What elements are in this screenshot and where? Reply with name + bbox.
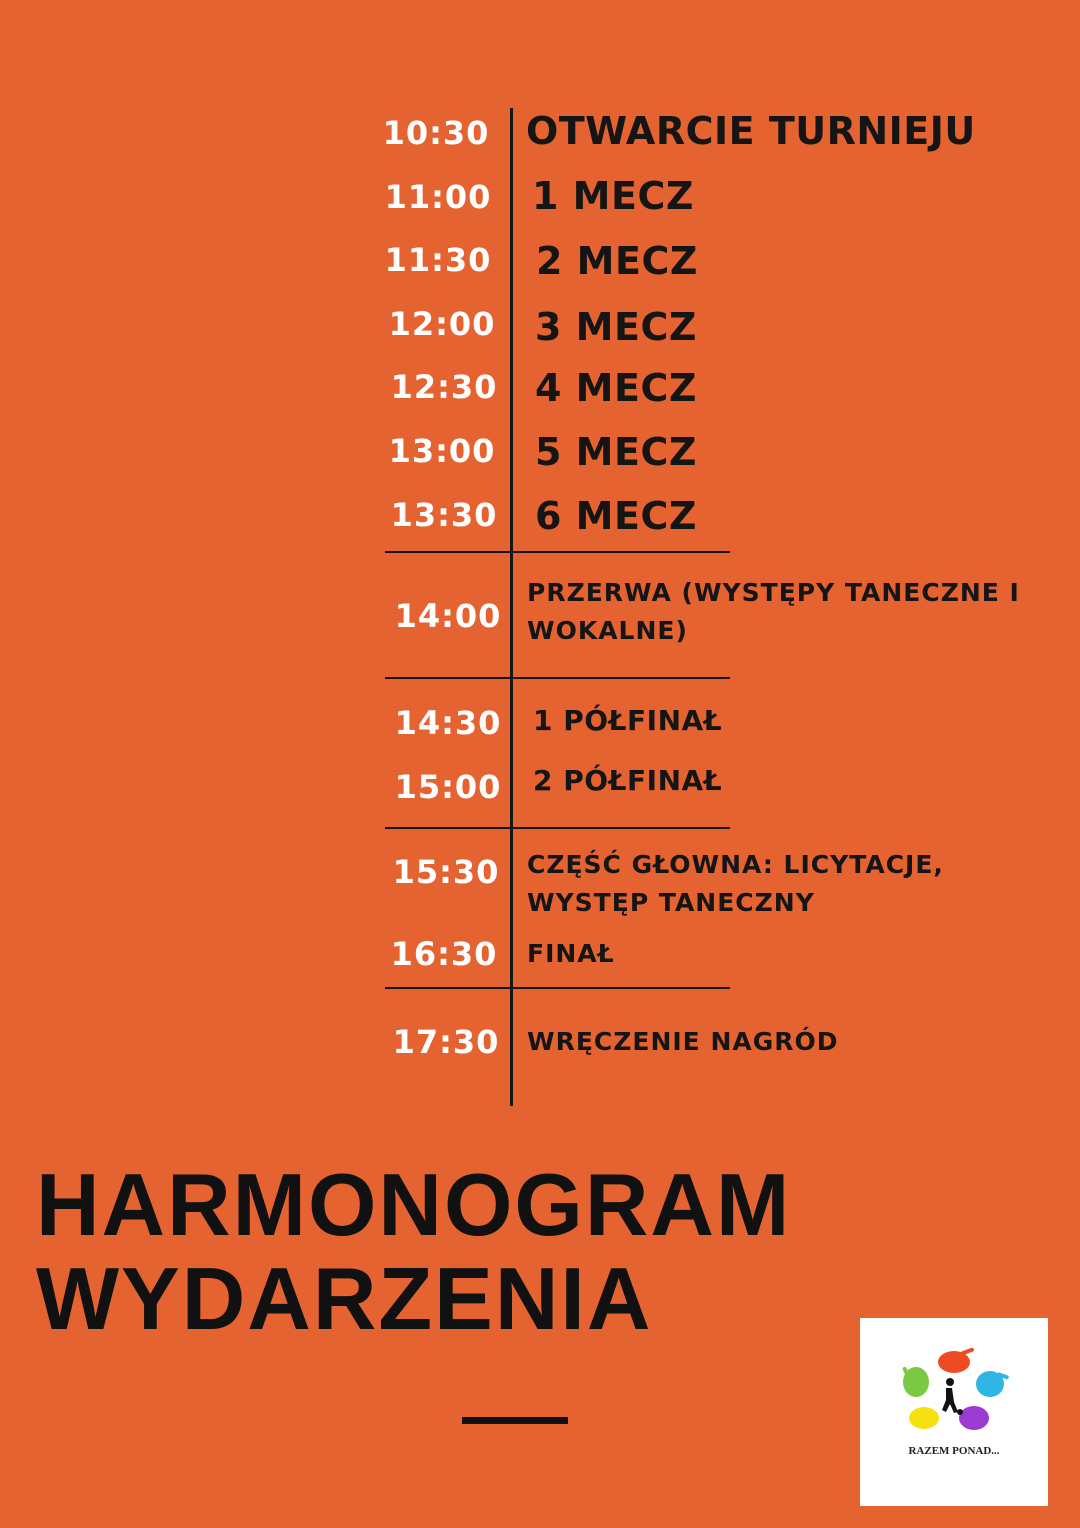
event-final: FINAŁ	[527, 939, 615, 968]
time-1230: 12:30	[390, 368, 498, 406]
event-mecz-5: 5 MECZ	[535, 430, 697, 474]
title-line-2: WYDARZENIA	[36, 1249, 653, 1348]
time-1630: 16:30	[390, 935, 498, 973]
time-1730: 17:30	[392, 1023, 500, 1061]
event-wreczenie: WRĘCZENIE NAGRÓD	[527, 1027, 839, 1056]
event-czesc-glowna: CZĘŚĆ GŁOWNA: LICYTACJE, WYSTĘP TANECZNY	[527, 850, 944, 917]
event-polfinal-2: 2 PÓŁFINAŁ	[533, 764, 723, 797]
event-mecz-3: 3 MECZ	[535, 305, 697, 349]
logo	[860, 1318, 1048, 1506]
time-1400: 14:00	[394, 597, 502, 635]
decorative-dash	[462, 1417, 568, 1424]
event-otwarcie: OTWARCIE TURNIEJU	[526, 109, 976, 153]
event-mecz-2: 2 MECZ	[536, 239, 698, 283]
time-1530: 15:30	[392, 853, 500, 891]
time-1030: 10:30	[382, 114, 490, 152]
time-1100: 11:00	[384, 178, 492, 216]
event-mecz-1: 1 MECZ	[532, 174, 694, 218]
logo-text: RAZEM PONAD...	[908, 1445, 1000, 1457]
time-1500: 15:00	[394, 768, 502, 806]
schedule-divider	[385, 987, 730, 989]
colorful-hands-icon	[894, 1340, 1014, 1440]
title-line-1: HARMONOGRAM	[36, 1155, 792, 1254]
time-1330: 13:30	[390, 496, 498, 534]
schedule-divider	[385, 551, 730, 553]
schedule-divider-vertical	[510, 108, 513, 1106]
event-mecz-6: 6 MECZ	[535, 494, 697, 538]
event-przerwa: PRZERWA (WYSTĘPY TANECZNE I WOKALNE)	[527, 578, 1020, 645]
schedule-divider	[385, 677, 730, 679]
schedule-divider	[385, 827, 730, 829]
event-polfinal-1: 1 PÓŁFINAŁ	[533, 704, 723, 737]
time-1430: 14:30	[394, 704, 502, 742]
time-1130: 11:30	[384, 241, 492, 279]
page-title	[36, 1155, 792, 1348]
time-1300: 13:00	[388, 432, 496, 470]
time-1200: 12:00	[388, 305, 496, 343]
event-mecz-4: 4 MECZ	[535, 366, 697, 410]
